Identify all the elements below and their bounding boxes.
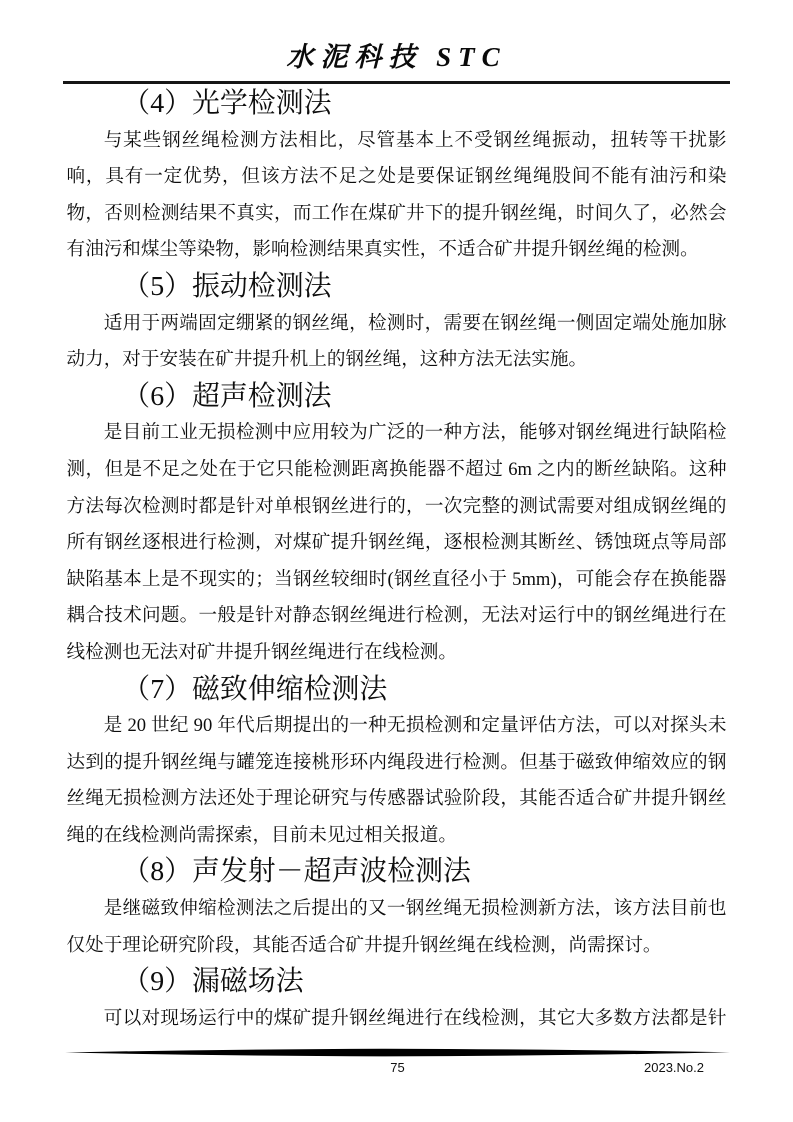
section-magnetostrictive	[67, 672, 727, 855]
section-heading: （6）超声检测法	[122, 380, 332, 412]
section-paragraph: 适用于两端固定绷紧的钢丝绳，检测时，需要在钢丝绳一侧固定端处施加脉动力，对于安装在矿井提升机上的钢丝绳，这种方法无法实施。	[66, 312, 727, 371]
section-paragraph: 可以对现场运行中的煤矿提升钢丝绳进行在线检测，其它大多数方法都是针	[103, 1007, 727, 1029]
header-rule	[63, 81, 730, 84]
section-paragraph: 是 20 世纪 90 年代后期提出的一种无损检测和定量评估方法，可以对探头未达到的提升钢丝绳与罐笼连接桃形环内绳段进行检测。但基于磁致伸缩效应的钢丝绳无损检测方法还处于理论研究与传感器试验阶段，其能否适合矿井提升钢丝绳的在线检测尚需探索，目前未见过相关报道。	[66, 715, 727, 846]
footer-row	[64, 1059, 731, 1077]
footer-rule	[65, 1047, 730, 1058]
section-ultrasonic	[67, 379, 727, 672]
section-heading: （4）光学检测法	[122, 88, 332, 119]
page-header	[0, 0, 793, 84]
section-paragraph: 是继磁致伸缩检测法之后提出的又一钢丝绳无损检测新方法，该方法目前也仅处于理论研究阶段，其能否适合矿井提升钢丝绳在线检测，尚需探讨。	[66, 898, 727, 956]
section-acoustic-emission	[67, 854, 727, 964]
section-vibration	[67, 269, 727, 379]
section-magnetic-flux-leakage	[67, 964, 727, 1037]
section-heading: （5）振动检测法	[122, 270, 332, 302]
page-number: 75	[390, 1060, 405, 1075]
issue-number: 2023.No.2	[644, 1060, 704, 1075]
section-paragraph: 是目前工业无损检测中应用较为广泛的一种方法，能够对钢丝绳进行缺陷检测，但是不足之处在于它只能检测距离换能器不超过 6m 之内的断丝缺陷。这种方法每次检测时都是针对单根钢丝进行的，一次完整的测试需要对组成钢丝绳的所有钢丝逐根进行检测，对煤矿提升钢丝绳，逐根检测其断丝、锈蚀斑点等局部缺陷基本上是不现实的；当钢丝较细时(钢丝直径小于 5mm)，可能会存在换能器耦合技术问题。一般是针对静态钢丝绳进行检测，无法对运行中的钢丝绳进行在线检测也无法对矿井提升钢丝绳进行在线检测。	[66, 422, 727, 663]
document-body	[67, 86, 727, 1037]
section-heading: （8）声发射－超声波检测法	[122, 856, 471, 888]
page-footer	[64, 1047, 731, 1077]
journal-title: 水泥科技 STC	[286, 42, 507, 72]
section-paragraph: 与某些钢丝绳检测方法相比，尽管基本上不受钢丝绳振动，扭转等干扰影响，具有一定优势，但该方法不足之处是要保证钢丝绳绳股间不能有油污和染物，否则检测结果不真实，而工作在煤矿井下的提升钢丝绳，时间久了，必然会有油污和煤尘等染物，影响检测结果真实性，不适合矿井提升钢丝绳的检测。	[66, 129, 727, 261]
section-heading: （9）漏磁场法	[122, 966, 304, 998]
section-optical	[67, 86, 727, 269]
section-heading: （7）磁致伸缩检测法	[122, 673, 388, 705]
